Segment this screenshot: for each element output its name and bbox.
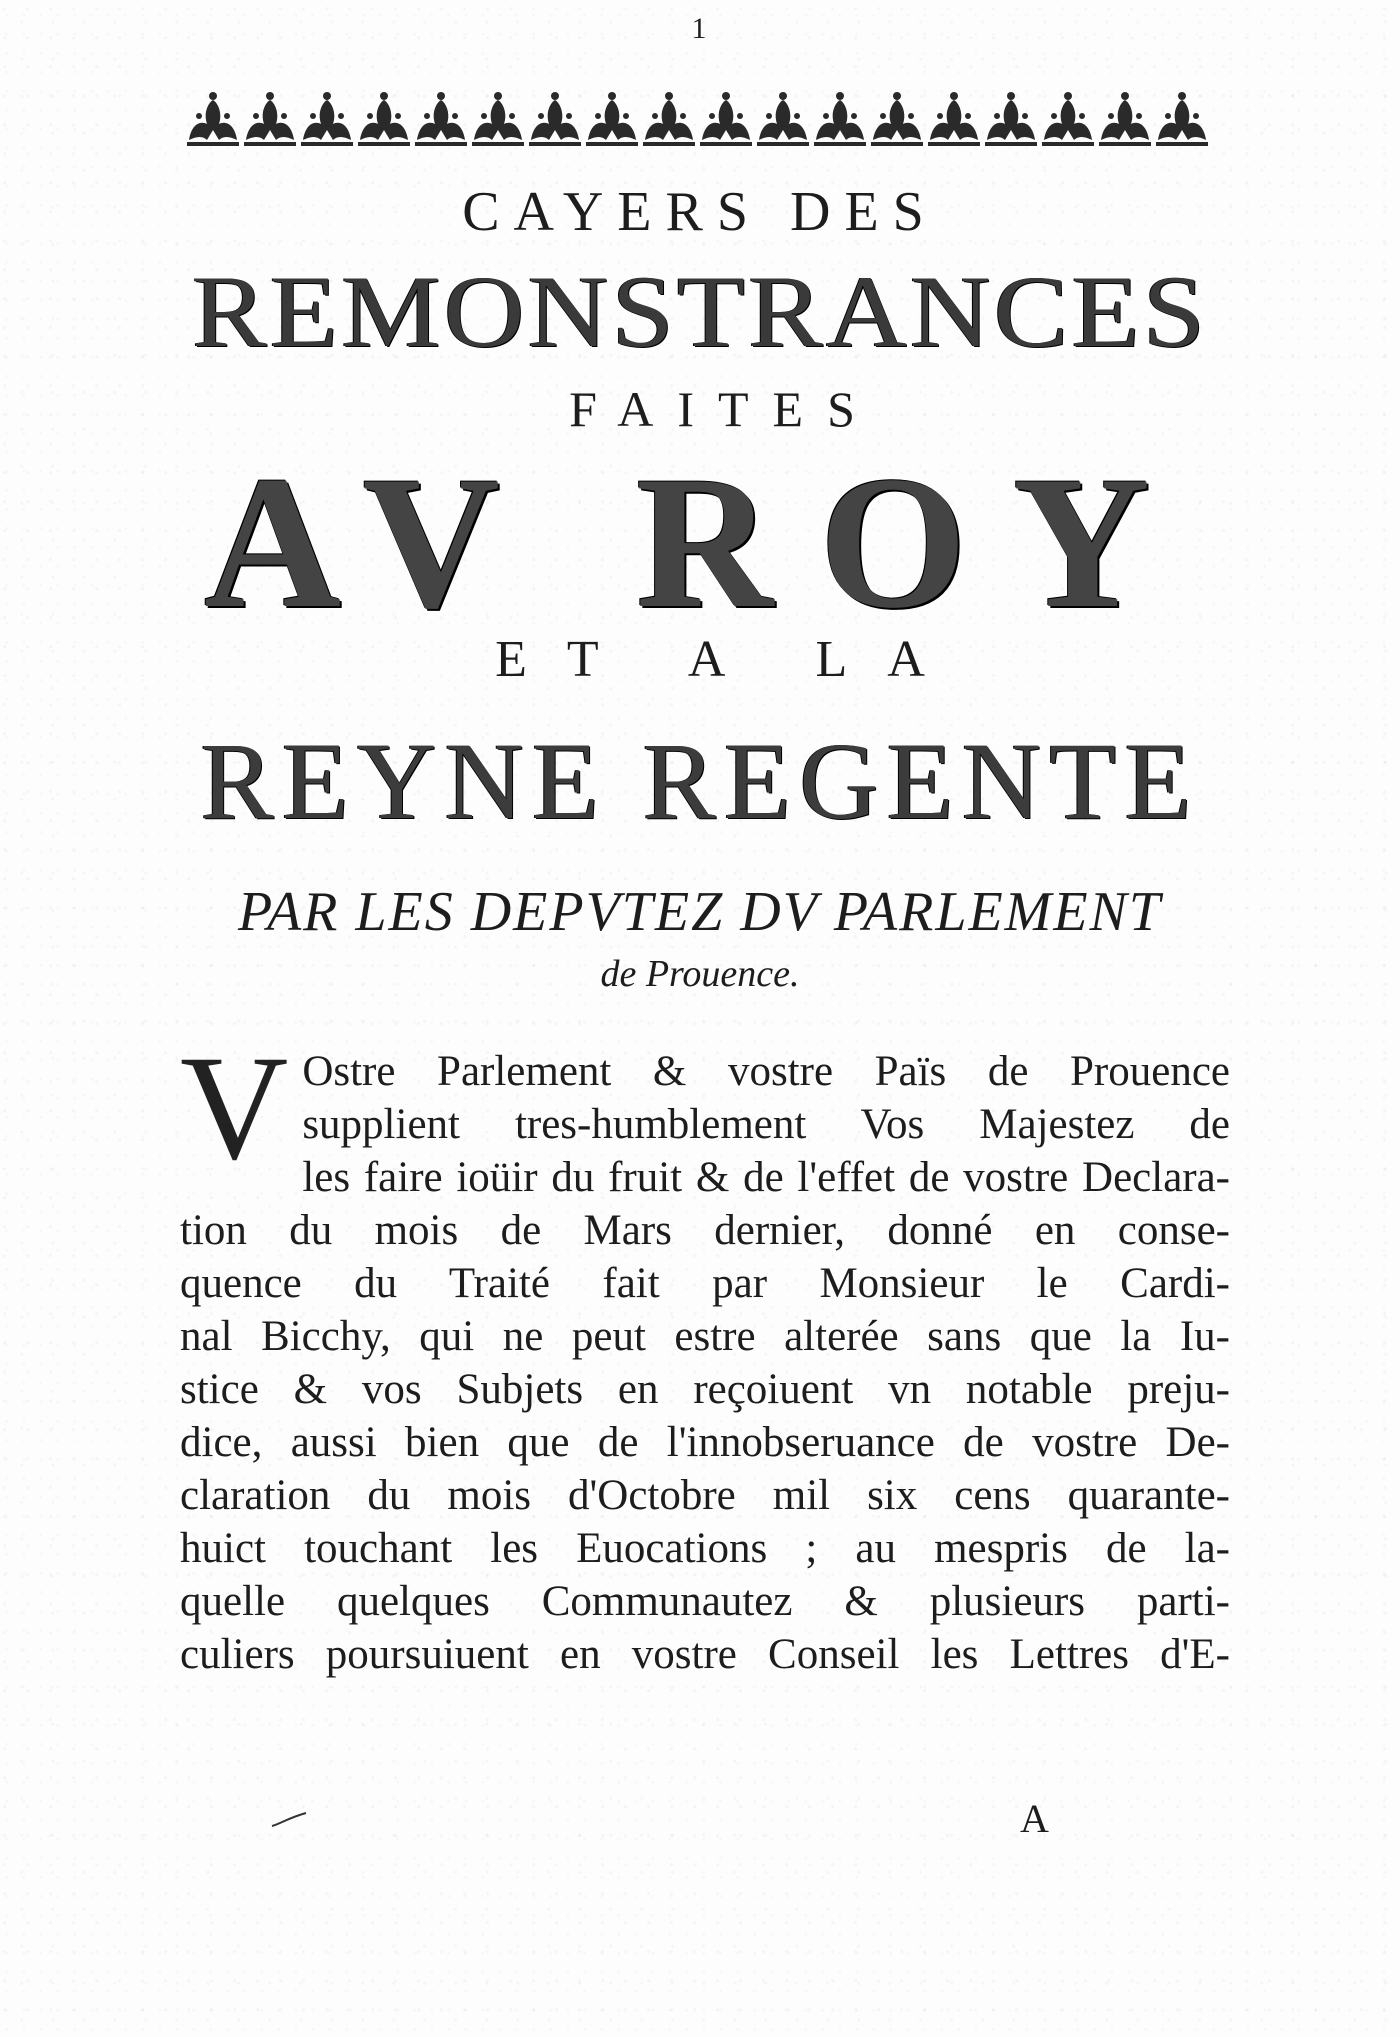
title-line-remonstrances: REMONSTRANCES — [191, 255, 1209, 370]
body-line: dice, aussi bien que de l'innobseruance de vostre De- — [180, 1419, 1230, 1466]
title-line-cayers: CAYERS DES — [462, 181, 938, 243]
body-line: huict touchant les Euocations ; au mespris de la- — [180, 1525, 1230, 1572]
body-line: culiers poursuiuent en vostre Conseil les Lettres d'E- — [180, 1631, 1230, 1678]
fleuron-border-icon — [185, 88, 1220, 150]
ink-mark-icon — [270, 1810, 310, 1830]
title-line-deputez: PAR LES DEPVTEZ DV PARLEMENT — [237, 881, 1163, 943]
title-line-et-a-la: ET A LA — [495, 631, 965, 688]
body-line: Ostre Parlement & vostre Païs de Prouence — [302, 1048, 1230, 1095]
drop-cap: V — [180, 1025, 289, 1191]
body-line: nal Bicchy, qui ne peut estre alterée sans que la Iu- — [180, 1313, 1230, 1360]
body-line: quence du Traité fait par Monsieur le Cardi- — [180, 1260, 1230, 1307]
body-line: stice & vos Subjets en reçoiuent vn notable preju- — [180, 1366, 1230, 1413]
folio-number: 1 — [691, 12, 709, 45]
body-line: quelle quelques Communautez & plusieurs parti- — [180, 1578, 1230, 1625]
body-paragraph — [180, 1025, 1230, 1681]
title-line-au-roy: AV ROY — [203, 438, 1197, 648]
title-line-prouence: de Prouence. — [600, 953, 800, 995]
catchword: A — [1020, 1796, 1049, 1841]
body-line: les faire ioüir du fruit & de l'effet de vostre Declara- — [302, 1154, 1230, 1201]
body-line: tion du mois de Mars dernier, donné en conse- — [180, 1207, 1230, 1254]
title-line-reyne-regente: REYNE REGENTE — [200, 720, 1200, 842]
body-line: supplient tres-humblement Vos Majestez de — [302, 1101, 1230, 1148]
body-line: claration du mois d'Octobre mil six cens quarante- — [180, 1472, 1230, 1519]
title-line-faites: FAITES — [569, 381, 879, 437]
